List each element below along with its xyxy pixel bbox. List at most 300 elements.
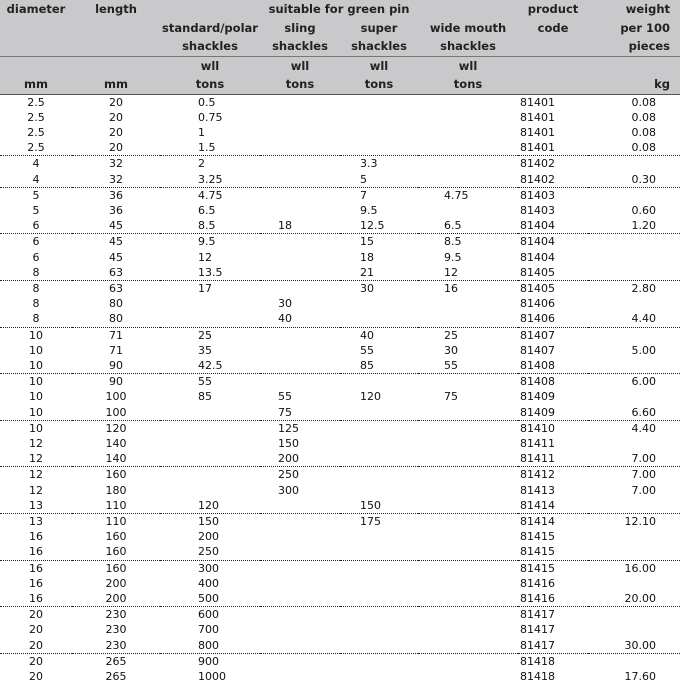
cell-weight [588,607,680,623]
cell-wide-wll: 6.5 [418,218,518,234]
cell-super-wll [340,125,418,140]
cell-length: 180 [105,483,127,497]
cell-weight [588,265,680,281]
cell-standard-wll [160,436,260,451]
header-suitable-for-green-pin: suitable for green pin [160,0,518,19]
cell-standard-wll: 1 [198,125,205,139]
cell-standard-wll: 8.5 [160,218,260,234]
table-row [0,483,680,498]
cell-sling-wll: 125 [278,421,299,435]
cell-sling-wll [260,125,340,140]
cell-standard-wll: 2 [198,157,205,171]
cell-wide-wll [418,483,518,498]
cell-wide-wll [418,529,518,544]
table-row [0,172,680,188]
cell-sling-wll [260,265,340,281]
cell-diameter: 16 [29,576,43,590]
cell-sling-wll: 30 [278,297,292,311]
table-row [0,187,680,203]
cell-length: 200 [72,591,160,607]
cell-super-wll [340,94,418,110]
table-row [0,327,680,343]
cell-wide-wll [418,94,518,110]
cell-standard-wll: 400 [198,576,219,590]
cell-standard-wll: 55 [198,375,212,389]
cell-wide-wll: 30 [444,343,458,357]
cell-diameter: 13 [29,514,43,528]
cell-standard-wll: 42.5 [160,358,260,374]
cell-sling-wll [260,669,340,684]
cell-product-code: 81411 [518,451,588,467]
cell-sling-wll [260,250,340,265]
cell-sling-wll [260,234,340,250]
cell-product-code: 81414 [518,498,588,514]
header-wide-unit: tons [418,75,518,94]
header-sling-wll: wll [260,56,340,75]
header-diameter: diameter [0,0,72,19]
table-row [0,513,680,529]
cell-wide-wll [418,420,518,436]
cell-standard-wll: 13.5 [160,265,260,281]
cell-wide-wll [418,560,518,576]
table-row [0,265,680,281]
cell-product-code: 81417 [520,623,556,637]
cell-diameter: 8 [32,281,40,295]
cell-standard-wll: 85 [198,390,212,404]
cell-diameter: 4 [32,157,40,171]
cell-product-code: 81404 [518,218,588,234]
cell-length: 45 [109,235,123,249]
cell-product-code: 81407 [520,343,556,357]
cell-wide-wll [418,110,518,125]
cell-wide-wll: 75 [444,390,458,404]
cell-standard-wll [160,311,260,327]
table-row [0,311,680,327]
cell-weight: 5.00 [631,343,657,357]
table-row [0,544,680,560]
cell-weight [588,358,680,374]
header-row-5 [0,75,680,94]
cell-length: 160 [72,544,160,560]
cell-sling-wll [260,498,340,514]
cell-standard-wll: 250 [160,544,260,560]
header-row-3 [0,37,680,56]
header-super-unit: tons [340,75,418,94]
cell-wide-wll [418,653,518,669]
table-row [0,498,680,514]
cell-wide-wll: 4.75 [444,188,469,202]
header-product: product [518,0,588,19]
cell-wide-wll [418,296,518,311]
cell-diameter: 6 [0,218,72,234]
cell-weight [588,544,680,560]
cell-diameter: 12 [29,468,43,482]
cell-standard-wll: 800 [160,638,260,654]
cell-sling-wll [260,358,340,374]
cell-super-wll [340,576,418,591]
cell-standard-wll: 12 [198,250,212,264]
cell-wide-wll [418,607,518,623]
table-row [0,467,680,483]
table-row [0,250,680,265]
header-weight: weight [588,0,680,19]
cell-weight [588,653,680,669]
cell-sling-wll: 18 [260,218,340,234]
cell-standard-wll: 200 [198,530,219,544]
cell-product-code: 81416 [518,591,588,607]
cell-length: 160 [105,468,127,482]
cell-sling-wll [260,280,340,296]
cell-sling-wll [260,560,340,576]
header-per-100: per 100 [588,19,680,38]
cell-product-code: 81403 [520,203,556,217]
cell-product-code: 81408 [520,375,556,389]
cell-standard-wll: 4.75 [198,188,223,202]
cell-weight: 17.60 [624,670,657,684]
cell-standard-wll [160,467,260,483]
header-sling-unit: tons [260,75,340,94]
header-wide-shackles: shackles [418,37,518,56]
cell-weight: 0.08 [631,95,657,109]
cell-diameter: 13 [0,498,72,514]
cell-product-code: 81406 [520,297,556,311]
cell-standard-wll: 600 [198,608,219,622]
cell-weight: 30.00 [588,638,680,654]
cell-sling-wll [260,374,340,390]
cell-sling-wll [260,591,340,607]
header-sling-shackles: shackles [260,37,340,56]
cell-super-wll [340,591,418,607]
cell-length: 32 [109,157,123,171]
cell-wide-wll [418,374,518,390]
cell-product-code: 81410 [520,421,556,435]
cell-weight [588,622,680,637]
cell-sling-wll [260,576,340,591]
cell-sling-wll [260,653,340,669]
table-row [0,358,680,374]
cell-length: 45 [109,250,123,264]
cell-weight [588,250,680,265]
cell-length: 90 [109,375,123,389]
cell-weight: 7.00 [588,451,680,467]
header-standard-shackles: shackles [160,37,260,56]
cell-diameter: 16 [0,591,72,607]
cell-weight: 12.10 [624,514,657,528]
cell-wide-wll [418,622,518,637]
cell-length: 160 [105,530,127,544]
header-code: code [518,19,588,38]
cell-sling-wll [260,327,340,343]
cell-super-wll [340,607,418,623]
cell-length: 80 [109,297,123,311]
cell-product-code: 81411 [520,436,556,450]
cell-diameter: 12 [29,483,43,497]
cell-diameter: 2.5 [27,125,45,139]
cell-wide-wll [418,576,518,591]
cell-super-wll [340,669,418,684]
cell-super-wll: 85 [340,358,418,374]
table-row [0,234,680,250]
cell-weight: 6.00 [631,375,657,389]
cell-diameter: 8 [32,297,40,311]
header-standard-wll: wll [160,56,260,75]
header-super-wll: wll [340,56,418,75]
cell-super-wll [340,653,418,669]
table-row [0,203,680,218]
cell-super-wll: 12.5 [340,218,418,234]
cell-product-code: 81405 [520,281,556,295]
cell-length: 200 [105,576,127,590]
cell-super-wll [340,483,418,498]
cell-super-wll: 55 [360,343,374,357]
cell-wide-wll [418,591,518,607]
cell-wide-wll: 9.5 [444,250,462,264]
cell-wide-wll [418,125,518,140]
cell-diameter: 8 [0,265,72,281]
cell-diameter: 16 [29,561,43,575]
cell-product-code: 81402 [520,157,556,171]
cell-wide-wll [418,513,518,529]
cell-sling-wll [260,172,340,188]
cell-standard-wll: 1000 [198,670,226,684]
cell-super-wll: 30 [360,281,374,295]
cell-standard-wll: 150 [198,514,219,528]
cell-length: 140 [105,436,127,450]
cell-length: 90 [72,358,160,374]
cell-super-wll [340,420,418,436]
cell-weight [588,327,680,343]
cell-sling-wll [260,607,340,623]
cell-weight: 16.00 [624,561,657,575]
cell-super-wll [340,529,418,544]
cell-weight [588,234,680,250]
cell-super-wll: 150 [340,498,418,514]
table-row [0,156,680,172]
cell-length: 63 [72,265,160,281]
cell-weight [588,389,680,404]
cell-weight: 0.30 [588,172,680,188]
cell-weight: 0.08 [631,125,657,139]
cell-length: 20 [72,140,160,156]
cell-standard-wll: 25 [198,328,212,342]
cell-standard-wll: 6.5 [198,203,216,217]
cell-super-wll [340,296,418,311]
header-pieces: pieces [588,37,680,56]
cell-wide-wll [418,311,518,327]
cell-diameter: 10 [29,328,43,342]
cell-weight: 0.08 [631,110,657,124]
header-super: super [340,19,418,38]
cell-length: 32 [72,172,160,188]
cell-weight [588,296,680,311]
table-row [0,218,680,234]
cell-sling-wll [260,94,340,110]
cell-sling-wll: 55 [278,390,292,404]
cell-length: 230 [105,608,127,622]
cell-sling-wll [260,203,340,218]
cell-diameter: 2.5 [27,95,45,109]
cell-length: 265 [105,670,127,684]
cell-weight: 20.00 [588,591,680,607]
table-row [0,638,680,654]
cell-weight: 1.20 [588,218,680,234]
cell-standard-wll [160,451,260,467]
cell-super-wll [340,405,418,421]
cell-diameter: 2.5 [27,110,45,124]
cell-standard-wll [160,420,260,436]
cell-product-code: 81401 [520,95,556,109]
cell-product-code: 81409 [520,390,556,404]
table-row [0,436,680,451]
cell-wide-wll [418,669,518,684]
cell-super-wll [340,110,418,125]
cell-product-code: 81417 [518,638,588,654]
cell-sling-wll [260,544,340,560]
cell-super-wll: 7 [360,188,367,202]
cell-product-code: 81408 [518,358,588,374]
cell-diameter: 5 [32,188,40,202]
cell-sling-wll [260,638,340,654]
cell-standard-wll: 0.75 [198,110,223,124]
cell-wide-wll [418,451,518,467]
cell-product-code: 81403 [520,188,556,202]
cell-sling-wll: 300 [278,483,299,497]
cell-product-code: 81401 [518,140,588,156]
cell-wide-wll: 8.5 [444,235,462,249]
cell-length: 36 [109,203,123,217]
cell-weight: 2.80 [631,281,657,295]
cell-product-code: 81409 [518,405,588,421]
cell-standard-wll [160,405,260,421]
header-weight-unit: kg [588,75,680,94]
header-length-unit: mm [72,75,160,94]
cell-weight: 0.08 [588,140,680,156]
cell-length: 110 [72,498,160,514]
cell-length: 265 [105,654,127,668]
cell-diameter: 2.5 [0,140,72,156]
cell-super-wll [340,467,418,483]
cell-wide-wll [418,172,518,188]
cell-product-code: 81406 [518,311,588,327]
cell-diameter: 10 [0,358,72,374]
cell-product-code: 81405 [518,265,588,281]
table-row [0,140,680,156]
cell-super-wll [340,560,418,576]
cell-product-code: 81404 [520,235,556,249]
cell-super-wll: 21 [340,265,418,281]
cell-diameter: 20 [29,608,43,622]
cell-length: 45 [72,218,160,234]
cell-super-wll: 18 [360,250,374,264]
table-row [0,343,680,358]
table-header [0,0,680,94]
cell-weight [588,576,680,591]
cell-length: 120 [105,421,127,435]
cell-diameter: 20 [29,670,43,684]
cell-length: 140 [72,451,160,467]
cell-length: 230 [105,623,127,637]
table-row [0,125,680,140]
table-row [0,653,680,669]
cell-length: 36 [109,188,123,202]
cell-product-code: 81407 [520,328,556,342]
table-row [0,576,680,591]
cell-wide-wll [418,498,518,514]
table-row [0,622,680,637]
cell-wide-wll [418,436,518,451]
cell-sling-wll [260,156,340,172]
cell-super-wll [340,311,418,327]
cell-wide-wll [418,544,518,560]
cell-super-wll: 40 [360,328,374,342]
cell-length: 100 [105,390,127,404]
table-row [0,405,680,421]
cell-diameter: 6 [32,235,40,249]
cell-length: 63 [109,281,123,295]
table-row [0,374,680,390]
cell-length: 71 [109,343,123,357]
header-wide-mouth: wide mouth [418,19,518,38]
cell-length: 100 [72,405,160,421]
cell-weight: 4.40 [588,311,680,327]
cell-product-code: 81418 [520,670,556,684]
cell-standard-wll: 3.25 [160,172,260,188]
cell-wide-wll [418,140,518,156]
header-row-4 [0,56,680,75]
table-row [0,110,680,125]
cell-diameter: 6 [32,250,40,264]
cell-wide-wll [418,467,518,483]
cell-sling-wll [260,110,340,125]
table-row [0,560,680,576]
header-length: length [72,0,160,19]
cell-length: 20 [109,110,123,124]
cell-product-code: 81418 [520,654,556,668]
cell-diameter: 12 [29,436,43,450]
cell-length: 20 [109,95,123,109]
cell-super-wll [340,638,418,654]
cell-length: 80 [72,311,160,327]
cell-sling-wll [260,343,340,358]
cell-standard-wll: 700 [198,623,219,637]
cell-diameter: 20 [29,623,43,637]
cell-super-wll: 175 [360,514,381,528]
cell-product-code: 81401 [520,110,556,124]
cell-wide-wll: 25 [444,328,458,342]
cell-wide-wll [418,405,518,421]
header-wide-wll: wll [418,56,518,75]
cell-sling-wll: 250 [278,468,299,482]
cell-sling-wll [260,140,340,156]
cell-super-wll [340,374,418,390]
cell-diameter: 8 [0,311,72,327]
cell-sling-wll: 200 [260,451,340,467]
cell-diameter: 4 [0,172,72,188]
cell-standard-wll: 0.5 [198,95,216,109]
cell-weight [588,529,680,544]
cell-super-wll [340,544,418,560]
cell-weight: 0.60 [631,203,657,217]
cell-super-wll [340,451,418,467]
cell-product-code: 81415 [518,544,588,560]
cell-length: 110 [105,514,127,528]
cell-diameter: 20 [29,654,43,668]
header-standard-unit: tons [160,75,260,94]
cell-diameter: 5 [32,203,40,217]
cell-standard-wll: 1.5 [160,140,260,156]
cell-diameter: 16 [0,544,72,560]
cell-product-code: 81416 [520,576,556,590]
